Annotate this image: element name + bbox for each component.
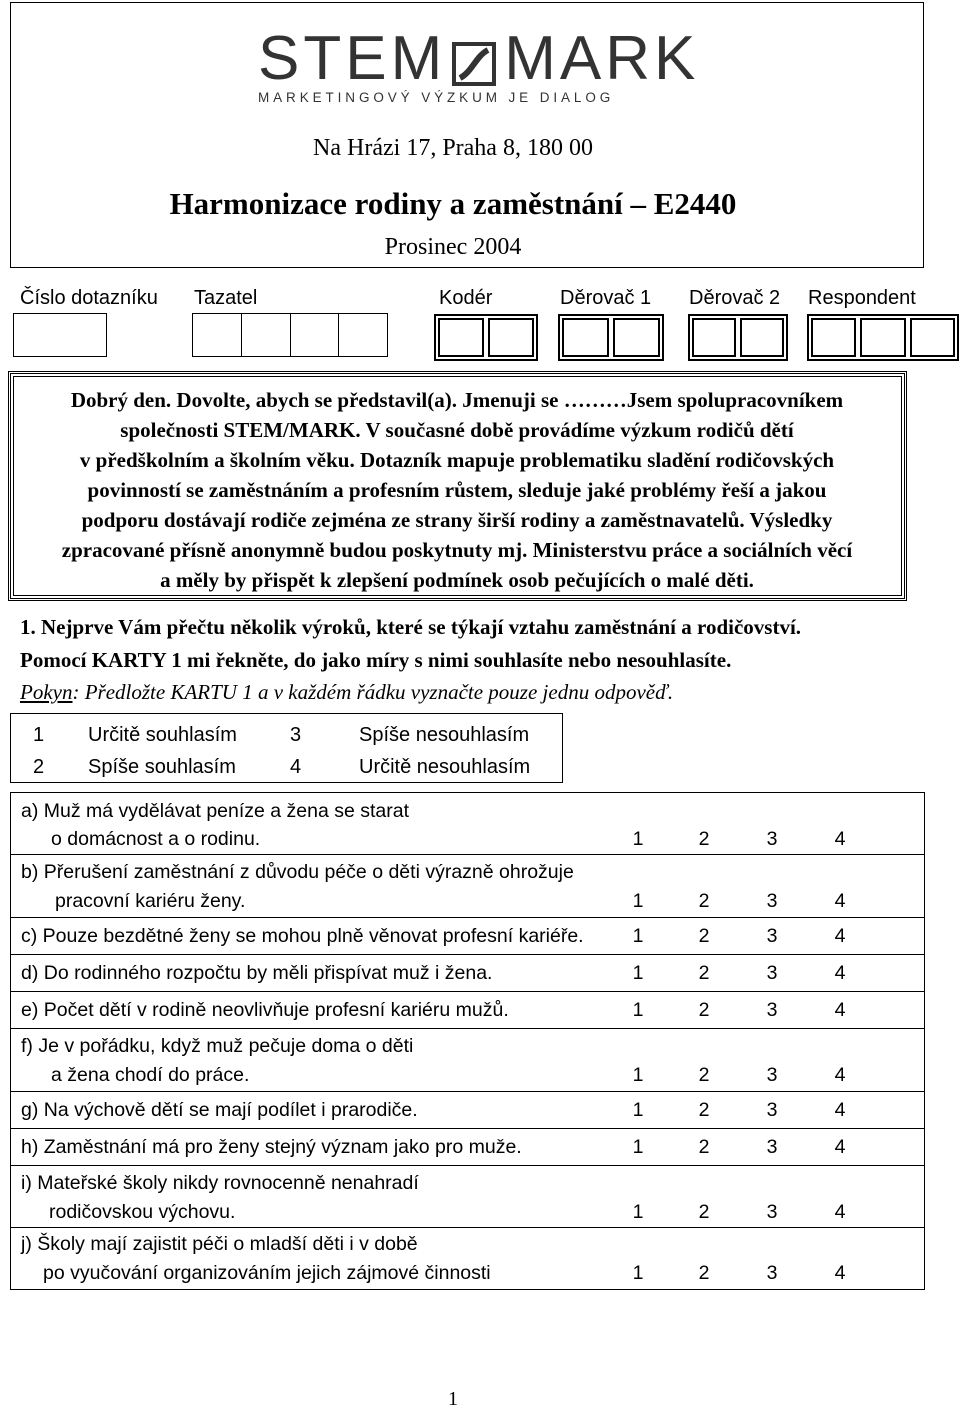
intro-line: společnosti STEM/MARK. V současné době provádíme výzkum rodičů dětí (120, 418, 794, 442)
statement-text: g) Na výchově dětí se mají podílet i prarodiče. (21, 1099, 418, 1121)
answer-option[interactable]: 3 (766, 1099, 778, 1121)
statement-row (11, 1029, 924, 1092)
answer-option[interactable]: 2 (698, 1201, 710, 1223)
pokyn-instruction (20, 680, 673, 705)
statement-row (11, 793, 924, 855)
survey-title: Harmonizace rodiny a zaměstnání – E2440 (169, 186, 737, 221)
answer-option[interactable]: 2 (698, 1099, 710, 1121)
answer-option[interactable]: 3 (766, 962, 778, 984)
question-1-line-1: 1. Nejprve Vám přečtu několik výroků, které se týkají vztahu zaměstnání a rodičovství. (20, 615, 802, 639)
statement-text: f) Je v pořádku, když muž pečuje doma o děti (21, 1035, 414, 1057)
answer-option[interactable]: 4 (834, 999, 846, 1021)
answer-option[interactable]: 4 (834, 1262, 846, 1284)
statement-text: h) Zaměstnání má pro ženy stejný význam jako pro muže. (21, 1136, 522, 1158)
statement-row (11, 918, 924, 955)
intro-line: Dobrý den. Dovolte, abych se představil(a). Jmenuji se ………Jsem spolupracovníkem (70, 388, 844, 412)
legend-label: Určitě souhlasím (88, 724, 237, 746)
answer-option[interactable]: 2 (698, 962, 710, 984)
answer-option[interactable]: 1 (632, 1262, 644, 1284)
legend-label: Spíše souhlasím (88, 756, 236, 778)
intro-line: zpracované přísně anonymně budou poskytnuty mj. Ministerstvu práce a sociálních věcí (61, 538, 853, 562)
statement-row (11, 992, 924, 1029)
label-koder: Kodér (439, 287, 493, 309)
intro-line: povinností se zaměstnáním a profesním růstem, sleduje jaké problémy řeší a jakou (87, 478, 827, 502)
legend-label: Spíše nesouhlasím (359, 724, 530, 746)
intro-line: v předškolním a školním věku. Dotazník mapuje problematiku sladění rodičovských (79, 448, 835, 472)
label-derovac-1: Děrovač 1 (560, 287, 652, 309)
legend-code: 1 (33, 724, 45, 746)
respondent-field[interactable] (807, 314, 959, 361)
statement-text: j) Školy mají zajistit péči o mladší děti i v době (21, 1233, 418, 1255)
answer-option[interactable]: 1 (632, 1064, 644, 1086)
statement-row (11, 1166, 924, 1228)
answer-option[interactable]: 4 (834, 890, 846, 912)
tazatel-field[interactable] (192, 313, 388, 357)
answer-option[interactable]: 1 (632, 962, 644, 984)
answer-option[interactable]: 3 (766, 890, 778, 912)
survey-date: Prosinec 2004 (384, 234, 522, 260)
label-cislo-dotazniku: Číslo dotazníku (20, 287, 158, 309)
legend-code: 4 (290, 756, 302, 778)
statements-table (10, 792, 925, 1290)
intro-line: a měly by přispět k zlepšení podmínek osob pečujících o malé děti. (160, 568, 754, 592)
statement-text: d) Do rodinného rozpočtu by měli přispívat muž i žena. (21, 962, 493, 984)
legend-code: 2 (33, 756, 45, 778)
answer-option[interactable]: 4 (834, 925, 846, 947)
answer-option[interactable]: 1 (632, 1136, 644, 1158)
answer-option[interactable]: 3 (766, 1136, 778, 1158)
scale-legend (10, 713, 563, 783)
answer-option[interactable]: 3 (766, 828, 778, 850)
address: Na Hrázi 17, Praha 8, 180 00 (313, 135, 593, 161)
statement-text: po vyučování organizováním jejich zájmové činnosti (43, 1262, 491, 1284)
label-derovac-2: Děrovač 2 (689, 287, 781, 309)
answer-option[interactable]: 1 (632, 999, 644, 1021)
cislo-dotazniku-field[interactable] (13, 313, 107, 357)
statement-row (11, 1228, 924, 1289)
statement-text: i) Mateřské školy nikdy rovnocenně nenahradí (21, 1172, 419, 1194)
legend-label: Určitě nesouhlasím (359, 756, 531, 778)
answer-option[interactable]: 2 (698, 999, 710, 1021)
derovac-2-field[interactable] (688, 314, 788, 361)
pokyn-text: : Předložte KARTU 1 a v každém řádku vyznačte pouze jednu odpověď. (72, 680, 674, 704)
statement-text: c) Pouze bezdětné ženy se mohou plně věnovat profesní kariéře. (21, 925, 584, 947)
answer-option[interactable]: 4 (834, 1064, 846, 1086)
statement-row (11, 1092, 924, 1129)
answer-option[interactable]: 3 (766, 1064, 778, 1086)
answer-option[interactable]: 4 (834, 962, 846, 984)
statement-text: rodičovskou výchovu. (49, 1201, 236, 1223)
intro-text (14, 385, 900, 595)
answer-option[interactable]: 2 (698, 890, 710, 912)
answer-option[interactable]: 3 (766, 1262, 778, 1284)
answer-option[interactable]: 1 (632, 1099, 644, 1121)
logo-mark-icon (452, 37, 496, 81)
logo-word-right: MARK (504, 24, 700, 93)
company-logo (258, 24, 700, 105)
legend-code: 3 (290, 724, 302, 746)
statement-row (11, 955, 924, 992)
answer-option[interactable]: 2 (698, 1262, 710, 1284)
answer-option[interactable]: 4 (834, 1136, 846, 1158)
answer-option[interactable]: 1 (632, 925, 644, 947)
answer-option[interactable]: 3 (766, 999, 778, 1021)
label-tazatel: Tazatel (194, 287, 258, 309)
statement-text: o domácnost a o rodinu. (51, 828, 261, 850)
answer-option[interactable]: 1 (632, 890, 644, 912)
answer-option[interactable]: 2 (698, 1064, 710, 1086)
logo-word-left: STEM (258, 24, 447, 93)
derovac-1-field[interactable] (558, 314, 664, 361)
logo-tagline: MARKETINGOVÝ VÝZKUM JE DIALOG (258, 90, 615, 105)
intro-line: podporu dostávají rodiče zejména ze strany širší rodiny a zaměstnavatelů. Výsledky (81, 508, 833, 532)
statement-text: pracovní kariéru ženy. (55, 890, 246, 912)
statement-text: b) Přerušení zaměstnání z důvodu péče o děti výrazně ohrožuje (21, 861, 574, 883)
statement-text: a žena chodí do práce. (51, 1064, 250, 1086)
answer-option[interactable]: 4 (834, 828, 846, 850)
pokyn-label: Pokyn (20, 680, 73, 704)
page-number: 1 (448, 1388, 458, 1410)
question-1-line-2: Pomocí KARTY 1 mi řekněte, do jako míry s nimi souhlasíte nebo nesouhlasíte. (20, 648, 732, 672)
answer-option[interactable]: 3 (766, 1201, 778, 1223)
label-respondent: Respondent (808, 287, 916, 309)
answer-option[interactable]: 4 (834, 1099, 846, 1121)
answer-option[interactable]: 1 (632, 828, 644, 850)
statement-text: a) Muž má vydělávat peníze a žena se starat (21, 800, 410, 822)
statement-row (11, 1129, 924, 1166)
answer-option[interactable]: 2 (698, 828, 710, 850)
koder-field[interactable] (434, 314, 538, 361)
answer-option[interactable]: 2 (698, 1136, 710, 1158)
answer-option[interactable]: 4 (834, 1201, 846, 1223)
answer-option[interactable]: 2 (698, 925, 710, 947)
statement-row (11, 855, 924, 918)
answer-option[interactable]: 1 (632, 1201, 644, 1223)
statement-text: e) Počet dětí v rodině neovlivňuje profesní kariéru mužů. (21, 999, 509, 1021)
answer-option[interactable]: 3 (766, 925, 778, 947)
